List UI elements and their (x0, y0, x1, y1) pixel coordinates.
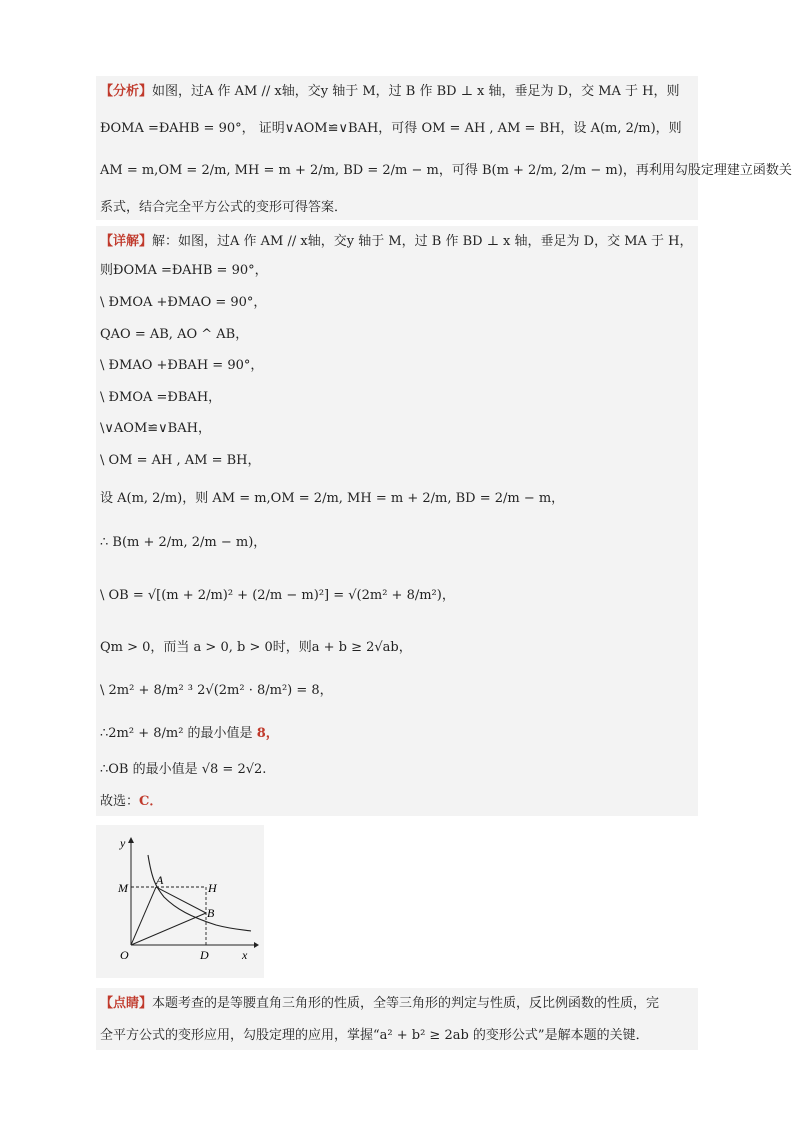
detail-line-13: \ 2m² + 8/m² ³ 2√(2m² · 8/m²) = 8， (100, 683, 333, 698)
analysis-line-1 (100, 84, 680, 100)
detail-line-6: \ ÐMOA =ÐBAH， (100, 390, 222, 405)
label-A: A (156, 873, 164, 887)
label-O: O (120, 948, 129, 962)
detail-line-2: 则ÐOMA =ÐAHB = 90°， (100, 263, 268, 278)
analysis-line-4: 系式，结合完全平方公式的变形可得答案． (100, 200, 348, 215)
answer-label: 故选： (100, 794, 140, 809)
comment-line-2: 全平方公式的变形应用，勾股定理的应用，掌握“a² + b² ≥ 2ab 的变形公式”是解本题的关键． (100, 1028, 649, 1043)
detail-text-1: 解：如图，过A 作 AM // x轴，交y 轴于 M，过 B 作 BD ⊥ x 轴，垂足为 D，交 MA 于 H， (152, 234, 693, 249)
detail-line-1 (100, 234, 693, 250)
label-D: D (200, 948, 209, 962)
detail-tag: 【详解】 (100, 234, 153, 249)
analysis-tag: 【分析】 (100, 84, 153, 99)
detail-line-4: QAO = AB, AO ^ AB， (100, 327, 249, 342)
analysis-line-2: ÐOMA =ÐAHB = 90°， 证明∨AOM≌∨BAH，可得 OM = AH , AM = BH，设 A(m, 2/m)，则 (100, 121, 682, 136)
hyperbola-curve (148, 855, 251, 931)
min-value: 8， (256, 726, 279, 741)
label-B: B (207, 906, 215, 920)
detail-line-5: \ ÐMAO +ÐBAH = 90°， (100, 358, 264, 373)
detail-line-10: ∴ B(m + 2/m, 2/m − m)， (100, 535, 267, 550)
answer-choice: C． (139, 794, 163, 809)
detail-line-8: \ OM = AH , AM = BH， (100, 453, 261, 468)
label-y: y (120, 836, 126, 850)
detail-line-7: \∨AOM≌∨BAH， (100, 421, 211, 436)
detail-line-3: \ ÐMOA +ÐMAO = 90°， (100, 295, 267, 310)
detail-line-12: Qm > 0，而当 a > 0, b > 0时，则a + b ≥ 2√ab， (100, 640, 412, 655)
coordinate-figure (96, 825, 264, 978)
analysis-text-1: 如图，过A 作 AM // x轴，交y 轴于 M，过 B 作 BD ⊥ x 轴，垂足为 D，交 MA 于 H，则 (152, 84, 680, 99)
detail-line-14 (100, 726, 279, 742)
figure-frame (96, 825, 264, 978)
analysis-line-3: AM = m,OM = 2/m, MH = m + 2/m, BD = 2/m − m，可得 B(m + 2/m, 2/m − m)，再利用勾股定理建立函数关 (100, 163, 792, 178)
segment-AB (156, 887, 206, 913)
detail-text-14: ∴2m² + 8/m² 的最小值是 (100, 726, 257, 741)
label-M: M (118, 881, 128, 895)
detail-line-16 (100, 794, 162, 810)
y-axis-arrow (128, 837, 134, 843)
label-H: H (208, 881, 217, 895)
comment-line-1 (100, 996, 659, 1012)
detail-line-15: ∴OB 的最小值是 √8 = 2√2. (100, 762, 267, 777)
comment-text-1: 本题考查的是等腰直角三角形的性质，全等三角形的判定与性质，反比例函数的性质，完 (152, 996, 660, 1011)
detail-line-11: \ OB = √[(m + 2/m)² + (2/m − m)²] = √(2m² + 8/m²)， (100, 588, 455, 603)
comment-tag: 【点睛】 (100, 996, 153, 1011)
x-axis-arrow (254, 942, 259, 948)
detail-line-9: 设 A(m, 2/m)，则 AM = m,OM = 2/m, MH = m + 2/m, BD = 2/m − m， (100, 491, 565, 506)
label-x: x (242, 948, 248, 962)
